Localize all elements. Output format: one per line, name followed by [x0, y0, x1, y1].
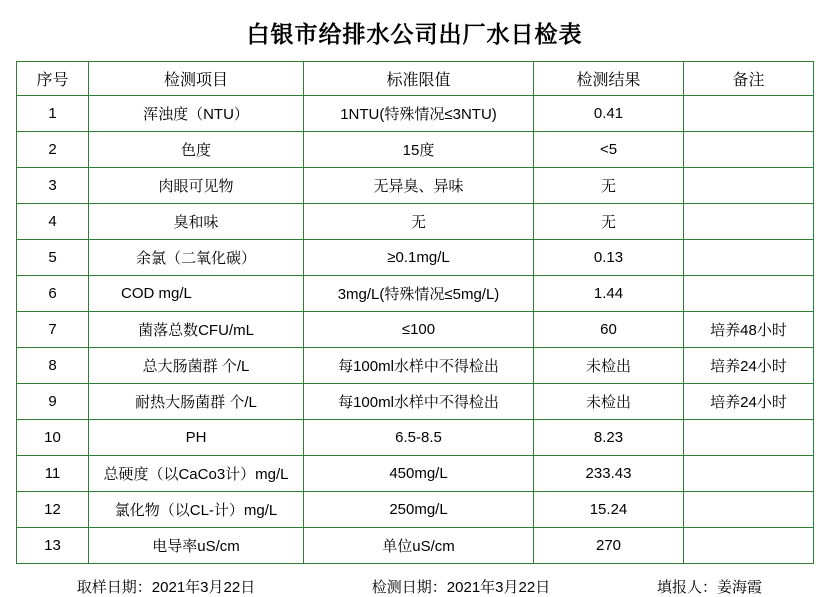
cell-result: 233.43: [534, 456, 684, 492]
cell-item: 肉眼可见物: [89, 168, 304, 204]
water-inspection-table: [16, 61, 814, 564]
table-body: [17, 96, 814, 564]
cell-limit: 无: [304, 204, 534, 240]
header-result: 检测结果: [534, 62, 684, 96]
cell-item: 臭和味: [89, 204, 304, 240]
cell-note: [684, 132, 814, 168]
cell-note: [684, 492, 814, 528]
cell-note: [684, 168, 814, 204]
test-date: 检测日期：2021年3月22日: [371, 579, 551, 596]
cell-limit: ≤100: [304, 312, 534, 348]
table-row: [17, 132, 814, 168]
cell-note: [684, 204, 814, 240]
cell-item: 总大肠菌群 个/L: [89, 348, 304, 384]
cell-limit: 单位uS/cm: [304, 528, 534, 564]
cell-result: 无: [534, 204, 684, 240]
cell-result: 15.24: [534, 492, 684, 528]
filler-name: 填报人：姜海霞: [656, 579, 762, 596]
cell-no: 9: [17, 384, 89, 420]
cell-result: 270: [534, 528, 684, 564]
table-row: [17, 492, 814, 528]
cell-no: 13: [17, 528, 89, 564]
cell-no: 7: [17, 312, 89, 348]
cell-result: <5: [534, 132, 684, 168]
cell-no: 3: [17, 168, 89, 204]
table-row: [17, 384, 814, 420]
table-container: [0, 61, 829, 564]
cell-limit: 450mg/L: [304, 456, 534, 492]
cell-limit: 每100ml水样中不得检出: [304, 348, 534, 384]
cell-note: [684, 420, 814, 456]
cell-note: 培养48小时: [684, 312, 814, 348]
table-row: [17, 204, 814, 240]
cell-item: 氯化物（以CL-计）mg/L: [89, 492, 304, 528]
table-row: [17, 528, 814, 564]
cell-item: 耐热大肠菌群 个/L: [89, 384, 304, 420]
cell-note: [684, 240, 814, 276]
table-row: [17, 276, 814, 312]
footer-row: [16, 564, 813, 597]
cell-note: [684, 276, 814, 312]
cell-limit: 每100ml水样中不得检出: [304, 384, 534, 420]
table-row: [17, 168, 814, 204]
cell-no: 1: [17, 96, 89, 132]
cell-note: 培养24小时: [684, 348, 814, 384]
cell-note: 培养24小时: [684, 384, 814, 420]
table-header: [17, 62, 814, 96]
cell-item: 电导率uS/cm: [89, 528, 304, 564]
cell-note: [684, 456, 814, 492]
cell-result: 0.41: [534, 96, 684, 132]
header-item: 检测项目: [89, 62, 304, 96]
table-row: [17, 420, 814, 456]
cell-no: 4: [17, 204, 89, 240]
cell-no: 12: [17, 492, 89, 528]
cell-item: 色度: [89, 132, 304, 168]
cell-item: PH: [89, 420, 304, 456]
cell-note: [684, 96, 814, 132]
cell-result: 1.44: [534, 276, 684, 312]
cell-no: 2: [17, 132, 89, 168]
table-row: [17, 96, 814, 132]
cell-item: 浑浊度（NTU）: [89, 96, 304, 132]
cell-limit: 无异臭、异味: [304, 168, 534, 204]
sample-date: 取样日期：2021年3月22日: [76, 579, 256, 596]
header-no: 序号: [17, 62, 89, 96]
header-limit: 标准限值: [304, 62, 534, 96]
page-title: 白银市给排水公司出厂水日检表: [246, 21, 583, 47]
cell-result: 未检出: [534, 348, 684, 384]
table-header-row: [17, 62, 814, 96]
cell-result: 未检出: [534, 384, 684, 420]
cell-no: 10: [17, 420, 89, 456]
cell-item-label: COD mg/L: [121, 285, 192, 302]
cell-item: 菌落总数CFU/mL: [89, 312, 304, 348]
cell-item: 总硬度（以CaCo3计）mg/L: [89, 456, 304, 492]
cell-no: 8: [17, 348, 89, 384]
cell-no: 5: [17, 240, 89, 276]
cell-limit: ≥0.1mg/L: [304, 240, 534, 276]
cell-result: 0.13: [534, 240, 684, 276]
cell-limit: 250mg/L: [304, 492, 534, 528]
cell-limit: 3mg/L(特殊情况≤5mg/L): [304, 276, 534, 312]
table-row: [17, 456, 814, 492]
cell-result: 8.23: [534, 420, 684, 456]
cell-no: 6: [17, 276, 89, 312]
cell-note: [684, 528, 814, 564]
cell-limit: 15度: [304, 132, 534, 168]
cell-no: 11: [17, 456, 89, 492]
table-row: [17, 240, 814, 276]
cell-result: 无: [534, 168, 684, 204]
cell-item: [89, 276, 304, 312]
header-note: 备注: [684, 62, 814, 96]
cell-limit: 6.5-8.5: [304, 420, 534, 456]
table-row: [17, 312, 814, 348]
table-row: [17, 348, 814, 384]
cell-limit: 1NTU(特殊情况≤3NTU): [304, 96, 534, 132]
cell-item: 余氯（二氧化碳）: [89, 240, 304, 276]
cell-result: 60: [534, 312, 684, 348]
